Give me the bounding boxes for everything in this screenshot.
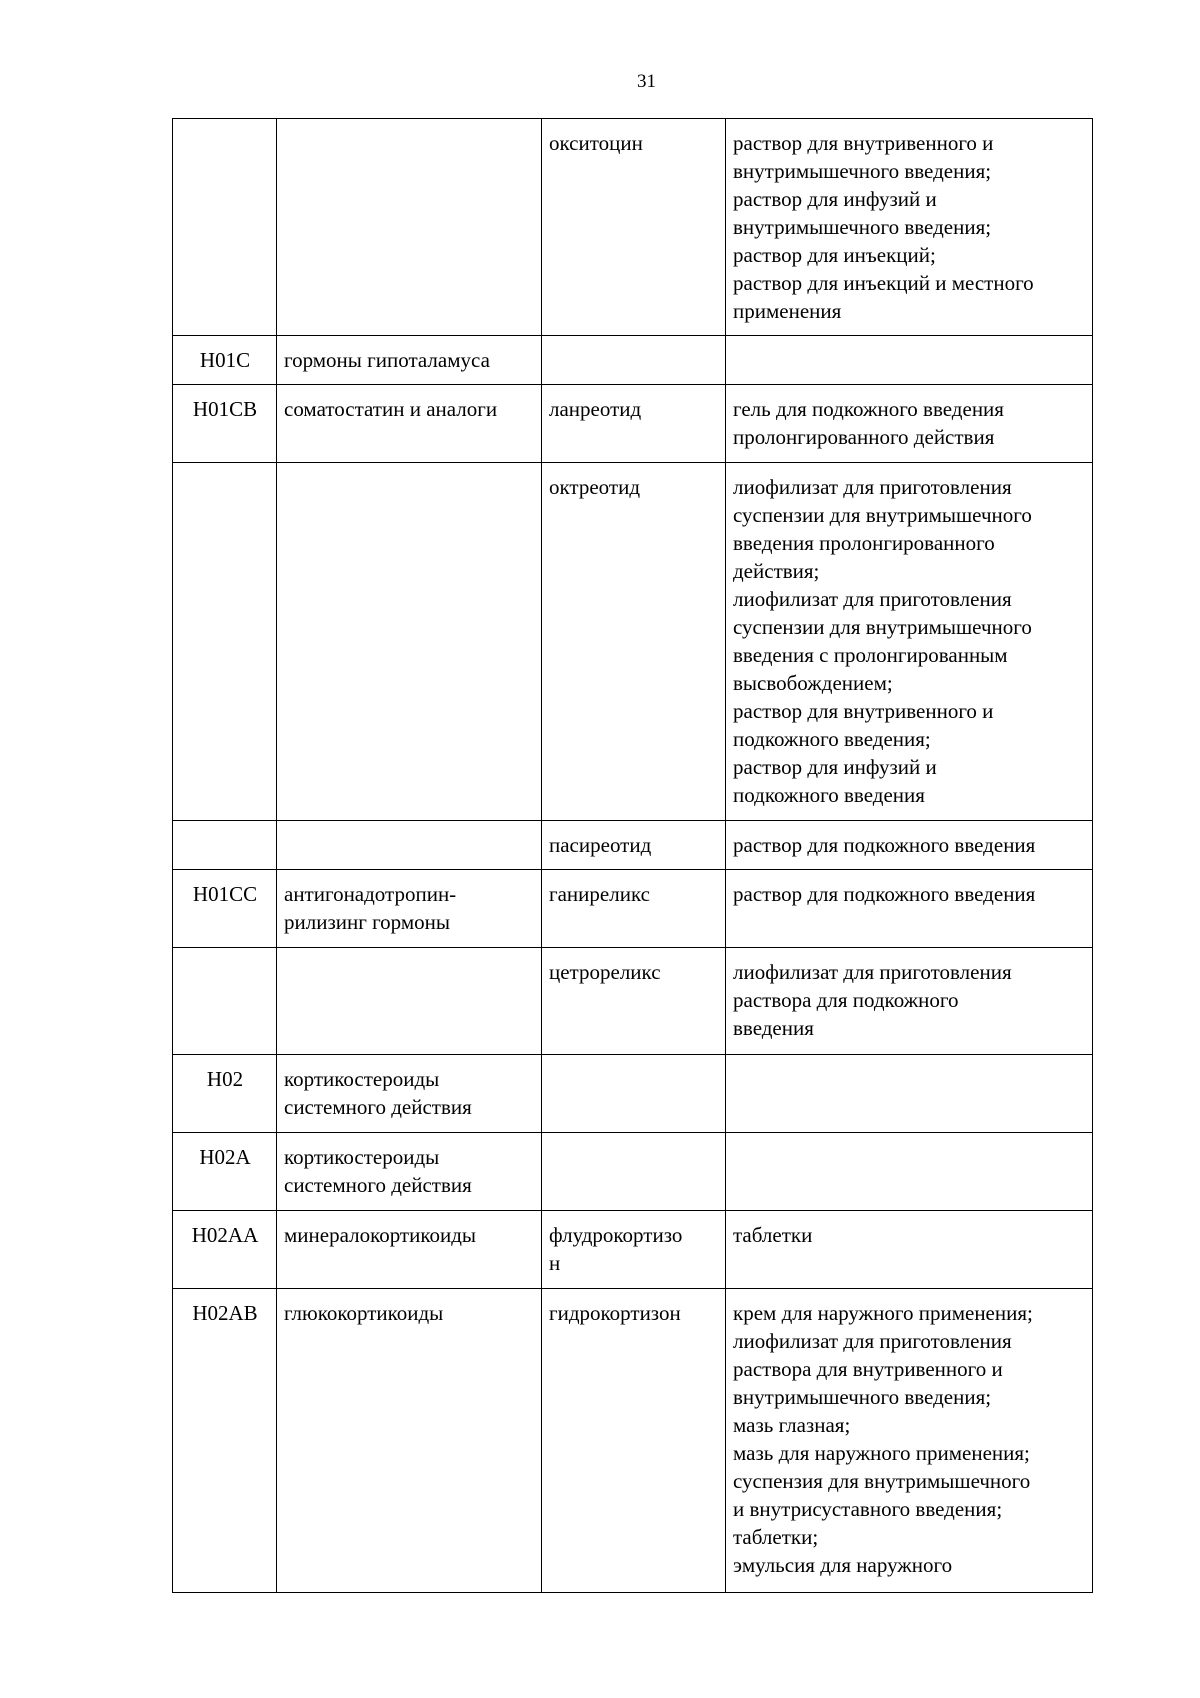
cell-text-line: внутримышечного введения;	[733, 215, 992, 239]
drug-name-cell	[542, 1289, 726, 1593]
cell-text-line: раствора для подкожного	[733, 988, 959, 1012]
cell-text-line: суспензии для внутримышечного	[733, 503, 1032, 527]
cell-text-line: раствор для внутривенного и	[733, 131, 994, 155]
cell-text-line: раствор для подкожного введения	[733, 833, 1036, 857]
table-row	[173, 948, 1093, 1055]
cell-text-line: октреотид	[549, 475, 641, 499]
cell-text-line: подкожного введения;	[733, 727, 931, 751]
atc-code-cell	[173, 948, 277, 1055]
cell-text-line: глюкокортикоиды	[284, 1301, 444, 1325]
dosage-forms-cell	[726, 119, 1093, 336]
atc-code-cell	[173, 1055, 277, 1133]
drug-name-cell	[542, 336, 726, 385]
cell-text-line: н	[549, 1251, 561, 1275]
cell-text-line: лиофилизат для приготовления	[733, 475, 1012, 499]
dosage-forms-cell	[726, 336, 1093, 385]
atc-code-cell	[173, 336, 277, 385]
drug-table	[172, 118, 1093, 1593]
group-cell	[277, 1133, 542, 1211]
cell-text-line: гормоны гипоталамуса	[284, 348, 490, 372]
cell-text-line: лиофилизат для приготовления	[733, 1329, 1012, 1353]
cell-text-line: раствор для инфузий и	[733, 755, 937, 779]
group-cell	[277, 385, 542, 463]
cell-text: H02	[206, 1067, 244, 1091]
table-row	[173, 1289, 1093, 1593]
drug-name-cell	[542, 1133, 726, 1211]
cell-text-line: лиофилизат для приготовления	[733, 960, 1012, 984]
cell-text-line: введения	[733, 1016, 814, 1040]
cell-text-line: системного действия	[284, 1173, 472, 1197]
cell-text-line: лиофилизат для приготовления	[733, 587, 1012, 611]
cell-text-line: кортикостероиды	[284, 1145, 440, 1169]
dosage-forms-cell	[726, 821, 1093, 870]
table-row	[173, 821, 1093, 870]
atc-code-cell	[173, 1133, 277, 1211]
table-row	[173, 336, 1093, 385]
dosage-forms-cell	[726, 870, 1093, 948]
cell-text-line: крем для наружного применения;	[733, 1301, 1033, 1325]
cell-text-line: цетрореликс	[549, 960, 661, 984]
cell-text-line: антигонадотропин-	[284, 882, 457, 906]
table-row	[173, 870, 1093, 948]
cell-text-line: гель для подкожного введения	[733, 397, 1004, 421]
cell-text-line: и внутрисуставного введения;	[733, 1497, 1003, 1521]
group-cell	[277, 1289, 542, 1593]
cell-text-line: суспензия для внутримышечного	[733, 1469, 1031, 1493]
atc-code-cell	[173, 463, 277, 821]
dosage-forms-cell	[726, 948, 1093, 1055]
group-cell	[277, 119, 542, 336]
cell-text-line: мазь для наружного применения;	[733, 1441, 1030, 1465]
cell-text-line: раствор для инъекций;	[733, 243, 936, 267]
cell-text-line: ганиреликс	[549, 882, 650, 906]
atc-code-cell	[173, 821, 277, 870]
cell-text-line: эмульсия для наружного	[733, 1553, 953, 1577]
cell-text-line: мазь глазная;	[733, 1413, 851, 1437]
drug-name-cell	[542, 385, 726, 463]
cell-text-line: таблетки	[733, 1223, 813, 1247]
group-cell	[277, 948, 542, 1055]
cell-text-line: внутримышечного введения;	[733, 1385, 992, 1409]
drug-name-cell	[542, 870, 726, 948]
cell-text-line: пасиреотид	[549, 833, 652, 857]
table-row	[173, 1133, 1093, 1211]
cell-text-line: введения пролонгированного	[733, 531, 995, 555]
drug-name-cell	[542, 1211, 726, 1289]
table-row	[173, 463, 1093, 821]
atc-code-cell	[173, 119, 277, 336]
cell-text-line: раствор для инфузий и	[733, 187, 937, 211]
group-cell	[277, 1211, 542, 1289]
page-number: 31	[637, 71, 656, 92]
cell-text-line: раствор для подкожного введения	[733, 882, 1036, 906]
drug-name-cell	[542, 948, 726, 1055]
dosage-forms-cell	[726, 1211, 1093, 1289]
cell-text-line: ланреотид	[549, 397, 642, 421]
group-cell	[277, 821, 542, 870]
cell-text: H02AB	[192, 1301, 258, 1325]
group-cell	[277, 463, 542, 821]
cell-text-line: флудрокортизо	[549, 1223, 683, 1247]
cell-text: H01C	[199, 348, 251, 372]
cell-text: H01CC	[192, 882, 258, 906]
cell-text-line: раствора для внутривенного и	[733, 1357, 1003, 1381]
table-row	[173, 1055, 1093, 1133]
group-cell	[277, 870, 542, 948]
drug-name-cell	[542, 1055, 726, 1133]
cell-text-line: кортикостероиды	[284, 1067, 440, 1091]
atc-code-cell	[173, 870, 277, 948]
atc-code-cell	[173, 1289, 277, 1593]
cell-text-line: соматостатин и аналоги	[284, 397, 498, 421]
cell-text-line: системного действия	[284, 1095, 472, 1119]
dosage-forms-cell	[726, 1133, 1093, 1211]
atc-code-cell	[173, 1211, 277, 1289]
dosage-forms-cell	[726, 1055, 1093, 1133]
table-row	[173, 119, 1093, 336]
cell-text-line: высвобождением;	[733, 671, 893, 695]
cell-text-line: подкожного введения	[733, 783, 925, 807]
cell-text-line: внутримышечного введения;	[733, 159, 992, 183]
group-cell	[277, 1055, 542, 1133]
dosage-forms-cell	[726, 1289, 1093, 1593]
cell-text-line: окситоцин	[549, 131, 643, 155]
group-cell	[277, 336, 542, 385]
cell-text-line: действия;	[733, 559, 820, 583]
cell-text-line: раствор для инъекций и местного	[733, 271, 1034, 295]
dosage-forms-cell	[726, 385, 1093, 463]
cell-text-line: применения	[733, 299, 842, 323]
cell-text-line: пролонгированного действия	[733, 425, 995, 449]
table-row	[173, 1211, 1093, 1289]
dosage-forms-cell	[726, 463, 1093, 821]
cell-text-line: рилизинг гормоны	[284, 910, 451, 934]
drug-name-cell	[542, 821, 726, 870]
cell-text: H02AA	[191, 1223, 259, 1247]
cell-text-line: минералокортикоиды	[284, 1223, 477, 1247]
cell-text-line: раствор для внутривенного и	[733, 699, 994, 723]
cell-text: H01CB	[192, 397, 258, 421]
cell-text: H02A	[199, 1145, 251, 1169]
cell-text-line: таблетки;	[733, 1525, 819, 1549]
cell-text-line: гидрокортизон	[549, 1301, 681, 1325]
drug-name-cell	[542, 463, 726, 821]
drug-name-cell	[542, 119, 726, 336]
cell-text-line: введения с пролонгированным	[733, 643, 1008, 667]
cell-text-line: суспензии для внутримышечного	[733, 615, 1032, 639]
table-row	[173, 385, 1093, 463]
atc-code-cell	[173, 385, 277, 463]
